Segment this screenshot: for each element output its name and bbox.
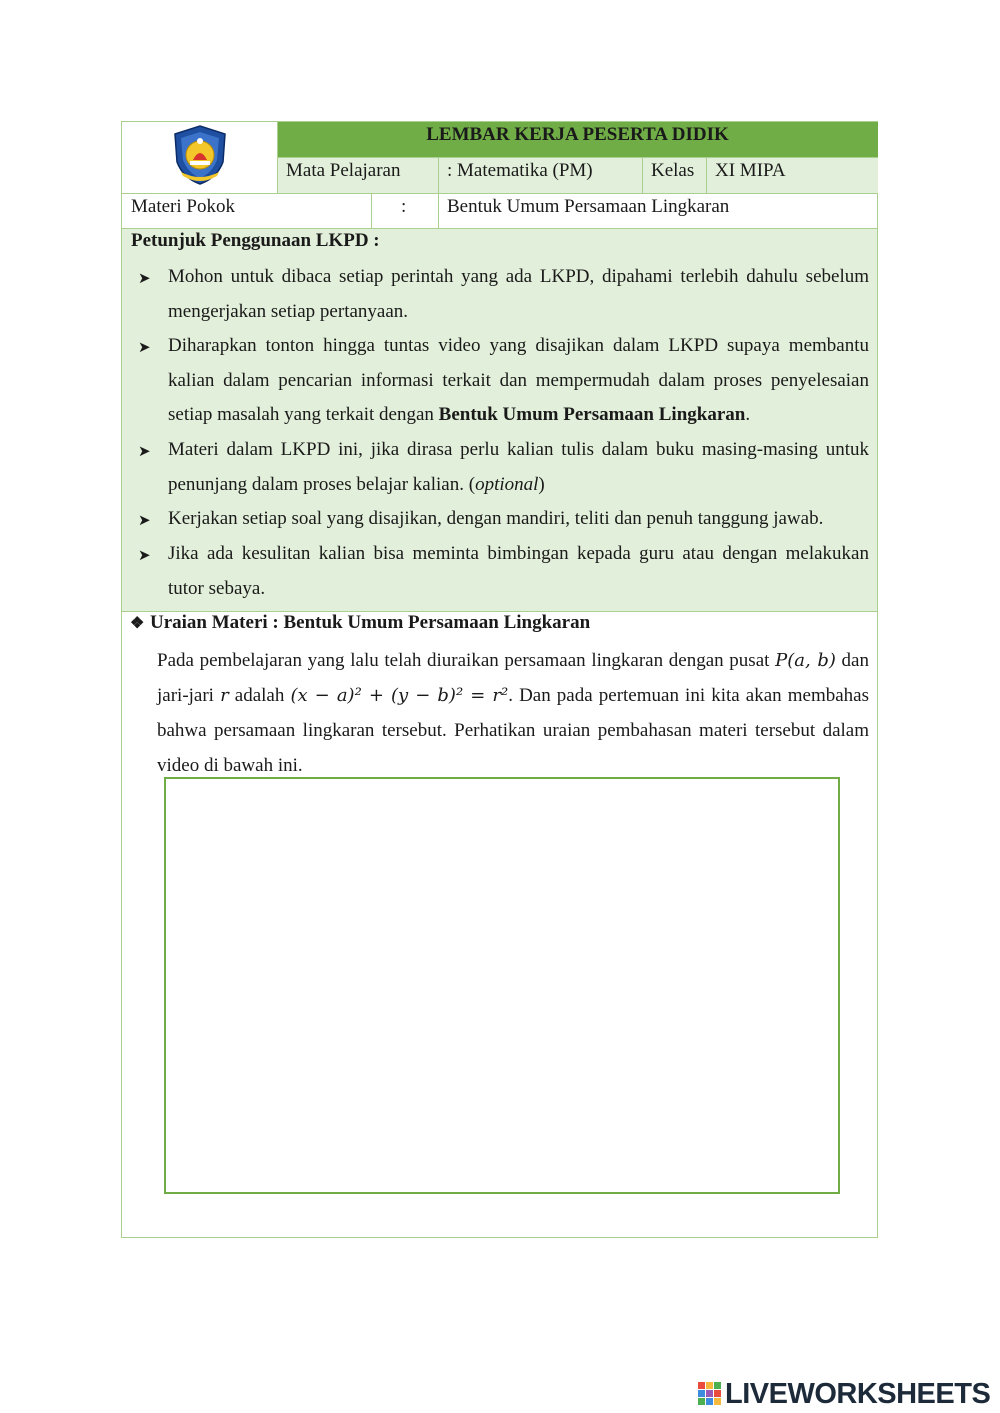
instructions-heading: Petunjuk Penggunaan LKPD : <box>131 230 380 251</box>
subject-label: Mata Pelajaran <box>286 160 401 181</box>
grid-line <box>706 158 707 193</box>
grid-line <box>277 122 278 193</box>
class-label: Kelas <box>651 160 695 181</box>
page-title: LEMBAR KERJA PESERTA DIDIK <box>277 122 878 158</box>
diamond-bullet-icon: ❖ <box>130 615 145 632</box>
brand-name: LIVEWORKSHEETS <box>725 1377 991 1410</box>
instruction-item: Jika ada kesulitan kalian bisa meminta bimbingan kepada guru atau dengan melakukan tutor sebaya. <box>168 543 869 599</box>
liveworksheets-logo-icon <box>697 1381 723 1407</box>
grid-line <box>642 158 643 193</box>
material-heading: ❖ Uraian Materi : Bentuk Umum Persamaan Lingkaran <box>130 612 591 633</box>
grid-line <box>371 193 372 228</box>
liveworksheets-brand[interactable] <box>697 1378 990 1410</box>
arrow-bullet-icon: ➤ <box>138 548 151 564</box>
class-value: XI MIPA <box>715 160 786 181</box>
instruction-item: Mohon untuk dibaca setiap perintah yang ada LKPD, dipahami terlebih dahulu sebelum mengerjakan setiap pertanyaan. <box>168 266 869 322</box>
grid-line <box>438 158 439 228</box>
grid-line <box>122 193 878 194</box>
arrow-bullet-icon: ➤ <box>138 444 151 460</box>
worksheet-table <box>121 121 878 1238</box>
grid-line <box>277 157 878 158</box>
radius-symbol: r <box>220 685 229 706</box>
center-point: P(a, b) <box>775 650 836 671</box>
instruction-item: Kerjakan setiap soal yang disajikan, dengan mandiri, teliti dan penuh tanggung jawab. <box>168 508 824 529</box>
arrow-bullet-icon: ➤ <box>138 271 151 287</box>
circle-equation: (x − a)² + (y − b)² = r² <box>290 685 509 706</box>
logo-cell <box>122 122 277 193</box>
instruction-item: Materi dalam LKPD ini, jika dirasa perlu kalian tulis dalam buku masing-masing untuk penunjang dalam proses belajar kalian. (optional) <box>168 439 869 495</box>
grid-line <box>122 228 878 229</box>
material-paragraph: Pada pembelajaran yang lalu telah diuraikan persamaan lingkaran dengan pusat P(a, b) dan jari-jari r adalah (x − a)² + (y − b)² = r². Dan pada pertemuan ini kita akan membahas bahwa persamaan lingkaran tersebut. Perhatikan uraian pembahasan materi tersebut dalam video di bawah ini. <box>157 650 869 776</box>
topic-colon: : <box>401 196 407 217</box>
instruction-item: Diharapkan tonton hingga tuntas video yang disajikan dalam LKPD supaya membantu kalian dalam pencarian informasi terkait dan mempermudah dalam proses penyelesaian setiap masalah yang terkait dengan Bentuk Umum Persamaan Lingkaran. <box>168 335 869 425</box>
arrow-bullet-icon: ➤ <box>138 340 151 356</box>
school-crest-logo <box>167 124 233 186</box>
topic-value: Bentuk Umum Persamaan Lingkaran <box>447 196 730 217</box>
video-embed[interactable] <box>164 777 840 1194</box>
topic-label: Materi Pokok <box>131 196 235 217</box>
arrow-bullet-icon: ➤ <box>138 513 151 529</box>
subject-value: : Matematika (PM) <box>447 160 593 181</box>
